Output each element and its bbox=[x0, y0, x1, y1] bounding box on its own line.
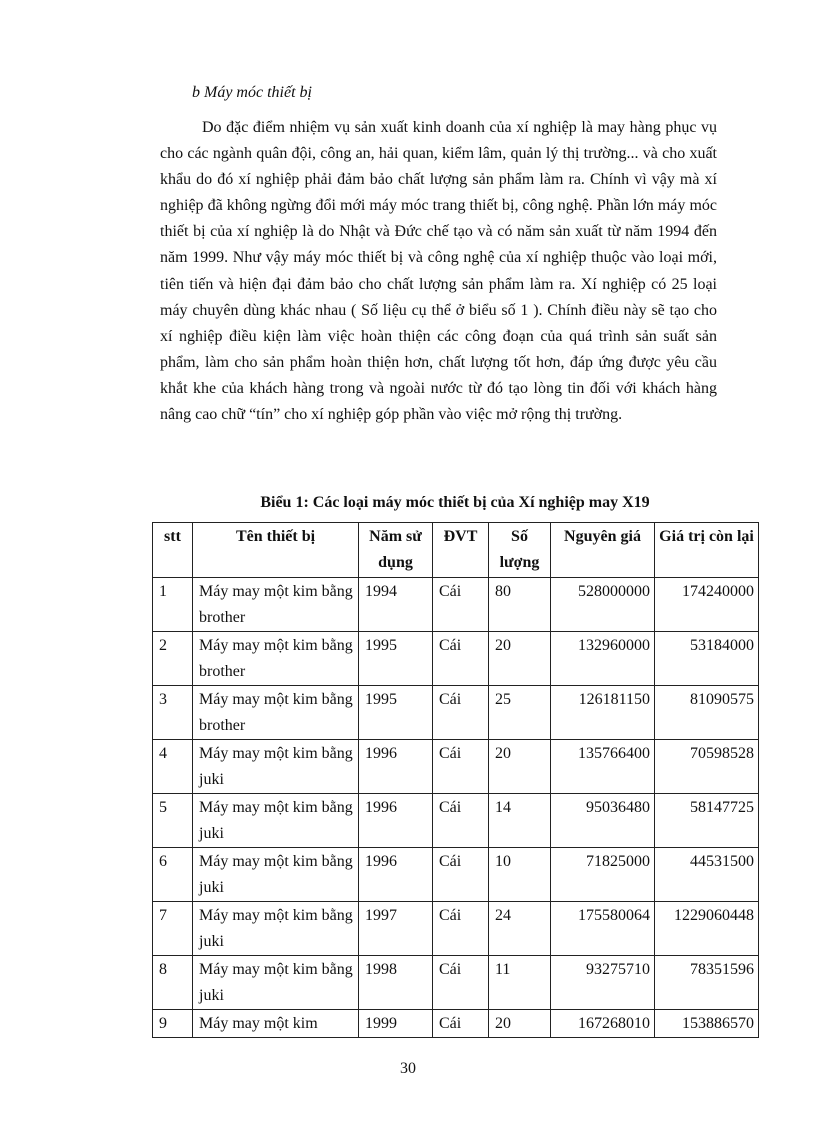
cell-quantity: 80 bbox=[489, 578, 551, 632]
cell-device-name: Máy may một kim bằng juki bbox=[193, 848, 359, 902]
cell-quantity: 14 bbox=[489, 794, 551, 848]
header-year: Năm sử dụng bbox=[359, 523, 433, 578]
cell-year: 1995 bbox=[359, 686, 433, 740]
cell-unit: Cái bbox=[433, 902, 489, 956]
cell-year: 1997 bbox=[359, 902, 433, 956]
table-header-row bbox=[153, 523, 759, 578]
section-heading: b Máy móc thiết bị bbox=[192, 84, 312, 101]
cell-unit: Cái bbox=[433, 794, 489, 848]
header-stt: stt bbox=[153, 523, 193, 578]
cell-unit: Cái bbox=[433, 740, 489, 794]
cell-year: 1998 bbox=[359, 956, 433, 1010]
cell-quantity: 20 bbox=[489, 1010, 551, 1038]
table-row bbox=[153, 956, 759, 1010]
cell-original-price: 93275710 bbox=[551, 956, 655, 1010]
header-unit: ĐVT bbox=[433, 523, 489, 578]
cell-device-name: Máy may một kim bằng juki bbox=[193, 956, 359, 1010]
table-row bbox=[153, 902, 759, 956]
cell-remaining-value: 70598528 bbox=[655, 740, 759, 794]
table-row bbox=[153, 740, 759, 794]
cell-stt: 5 bbox=[153, 794, 193, 848]
equipment-table bbox=[152, 522, 759, 1038]
table-row bbox=[153, 632, 759, 686]
table-row bbox=[153, 578, 759, 632]
body-paragraph: Do đặc điểm nhiệm vụ sản xuất kinh doanh của xí nghiệp là may hàng phục vụ cho các ngành quân đội, công an, hải quan, kiểm lâm, quản lý thị trường... và cho xuất khẩu do đó xí nghiệp phải đảm bảo chất lượng sản phẩm làm ra. Chính vì vậy mà xí nghiệp đã không ngừng đổi mới máy móc trang thiết bị, công nghệ. Phần lớn máy móc thiết bị của xí nghiệp là do Nhật và Đức chế tạo và có năm sản xuất từ năm 1994 đến năm 1999. Như vậy máy móc thiết bị và công nghệ của xí nghiệp thuộc vào loại mới, tiên tiến và hiện đại đảm bảo cho chất lượng sản phẩm làm ra. Xí nghiệp có 25 loại máy chuyên dùng khác nhau ( Số liệu cụ thể ở biểu số 1 ). Chính điều này sẽ tạo cho xí nghiệp điều kiện làm việc hoàn thiện các công đoạn của quá trình sản suất sản phẩm, làm cho sản phẩm hoàn thiện hơn, chất lượng tốt hơn, đáp ứng được yêu cầu khắt khe của khách hàng trong và ngoài nước từ đó tạo lòng tin đối với khách hàng nâng cao chữ “tín” cho xí nghiệp góp phần vào việc mở rộng thị trường. bbox=[160, 119, 717, 424]
table-caption: Biểu 1: Các loại máy móc thiết bị của Xí nghiệp may X19 bbox=[260, 494, 650, 511]
cell-remaining-value: 58147725 bbox=[655, 794, 759, 848]
cell-original-price: 167268010 bbox=[551, 1010, 655, 1038]
cell-remaining-value: 81090575 bbox=[655, 686, 759, 740]
cell-quantity: 20 bbox=[489, 632, 551, 686]
page-number: 30 bbox=[400, 1060, 416, 1077]
cell-stt: 6 bbox=[153, 848, 193, 902]
cell-remaining-value: 53184000 bbox=[655, 632, 759, 686]
cell-unit: Cái bbox=[433, 578, 489, 632]
cell-unit: Cái bbox=[433, 848, 489, 902]
cell-quantity: 10 bbox=[489, 848, 551, 902]
cell-quantity: 24 bbox=[489, 902, 551, 956]
cell-device-name: Máy may một kim bằng brother bbox=[193, 686, 359, 740]
cell-original-price: 95036480 bbox=[551, 794, 655, 848]
header-remaining-value: Giá trị còn lại bbox=[655, 523, 759, 578]
cell-unit: Cái bbox=[433, 956, 489, 1010]
header-original-price: Nguyên giá bbox=[551, 523, 655, 578]
header-device-name: Tên thiết bị bbox=[193, 523, 359, 578]
cell-original-price: 132960000 bbox=[551, 632, 655, 686]
cell-device-name: Máy may một kim bằng brother bbox=[193, 632, 359, 686]
cell-device-name: Máy may một kim bằng juki bbox=[193, 902, 359, 956]
cell-remaining-value: 174240000 bbox=[655, 578, 759, 632]
cell-remaining-value: 44531500 bbox=[655, 848, 759, 902]
cell-device-name: Máy may một kim bằng juki bbox=[193, 740, 359, 794]
cell-unit: Cái bbox=[433, 1010, 489, 1038]
cell-device-name: Máy may một kim bằng brother bbox=[193, 578, 359, 632]
table-row bbox=[153, 794, 759, 848]
cell-original-price: 71825000 bbox=[551, 848, 655, 902]
cell-stt: 1 bbox=[153, 578, 193, 632]
cell-unit: Cái bbox=[433, 632, 489, 686]
cell-original-price: 175580064 bbox=[551, 902, 655, 956]
cell-original-price: 135766400 bbox=[551, 740, 655, 794]
header-quantity: Số lượng bbox=[489, 523, 551, 578]
table-row bbox=[153, 848, 759, 902]
cell-unit: Cái bbox=[433, 686, 489, 740]
cell-stt: 4 bbox=[153, 740, 193, 794]
cell-year: 1996 bbox=[359, 848, 433, 902]
cell-original-price: 528000000 bbox=[551, 578, 655, 632]
cell-year: 1994 bbox=[359, 578, 433, 632]
cell-stt: 2 bbox=[153, 632, 193, 686]
cell-year: 1996 bbox=[359, 794, 433, 848]
table-row bbox=[153, 1010, 759, 1038]
cell-device-name: Máy may một kim bbox=[193, 1010, 359, 1038]
cell-quantity: 25 bbox=[489, 686, 551, 740]
cell-remaining-value: 78351596 bbox=[655, 956, 759, 1010]
cell-stt: 3 bbox=[153, 686, 193, 740]
cell-remaining-value: 153886570 bbox=[655, 1010, 759, 1038]
table-row bbox=[153, 686, 759, 740]
cell-quantity: 20 bbox=[489, 740, 551, 794]
cell-device-name: Máy may một kim bằng juki bbox=[193, 794, 359, 848]
cell-year: 1999 bbox=[359, 1010, 433, 1038]
cell-stt: 7 bbox=[153, 902, 193, 956]
cell-stt: 9 bbox=[153, 1010, 193, 1038]
cell-stt: 8 bbox=[153, 956, 193, 1010]
cell-quantity: 11 bbox=[489, 956, 551, 1010]
cell-year: 1996 bbox=[359, 740, 433, 794]
cell-year: 1995 bbox=[359, 632, 433, 686]
cell-remaining-value: 1229060448 bbox=[655, 902, 759, 956]
cell-original-price: 126181150 bbox=[551, 686, 655, 740]
